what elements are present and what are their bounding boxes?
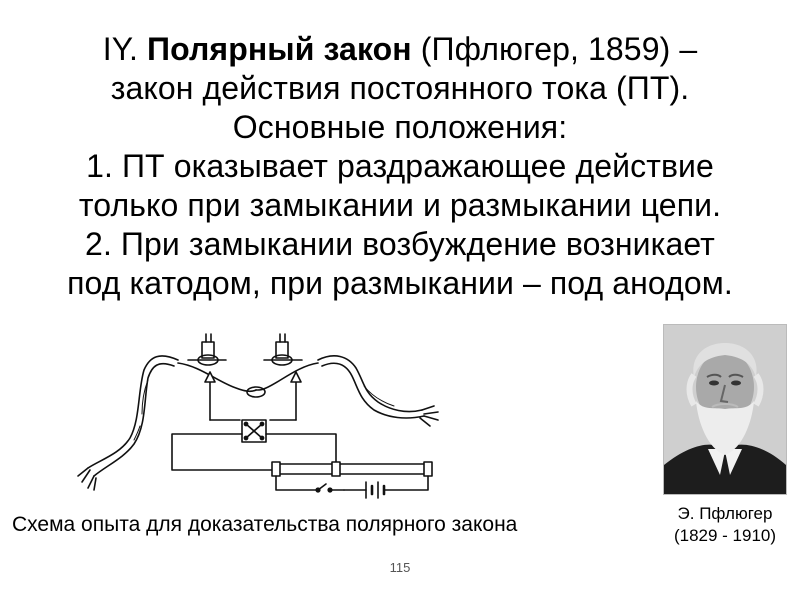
text-line-7: под катодом, при размыкании – под анодом. (67, 265, 733, 301)
portrait-years: (1829 - 1910) (673, 526, 777, 545)
right-nerve-drawing (256, 363, 318, 390)
text-line-3: Основные положения: (232, 109, 568, 145)
page-number: 115 (389, 560, 411, 575)
title-author-year: (Пфлюгер, 1859) – (411, 31, 698, 67)
slide-main-text (20, 30, 780, 303)
left-frog-leg-drawing (78, 356, 178, 490)
text-line-5: только при замыкании и размыкании цепи. (78, 187, 722, 223)
text-line-6: 2. При замыкании возбуждение возникает (85, 226, 715, 262)
right-frog-leg-drawing (318, 356, 438, 426)
battery-drawing (366, 482, 384, 498)
title-numeral: IY. (102, 31, 148, 67)
text-line-2: закон действия постоянного тока (ПТ). (110, 70, 690, 106)
portrait-image (664, 325, 786, 494)
right-clamp-drawing (264, 334, 302, 365)
commutator-drawing (242, 420, 266, 442)
left-clamp-drawing (188, 334, 226, 365)
left-nerve-drawing (178, 363, 256, 391)
rheostat-drawing (272, 462, 432, 476)
text-line-4: 1. ПТ оказывает раздражающее действие (86, 148, 714, 184)
portrait-caption (655, 503, 795, 547)
diagram-caption: Схема опыта для доказательства полярного закона (12, 513, 518, 536)
experiment-diagram (60, 330, 460, 500)
slide-title (20, 30, 780, 69)
title-law-name: Полярный закон (147, 31, 412, 67)
portrait-name: Э. Пфлюгер (677, 504, 773, 523)
pfluger-portrait-photo (663, 324, 787, 495)
